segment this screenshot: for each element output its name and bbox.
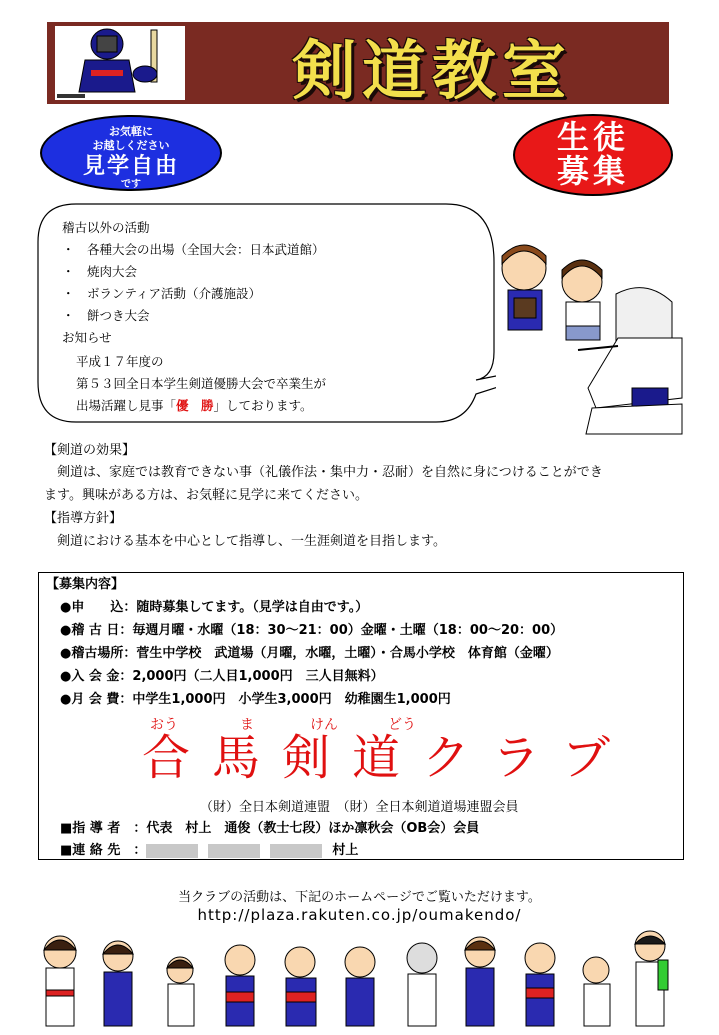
recruiting-badge [513,114,673,196]
notice-text: 」しております。 [213,398,313,413]
recruit-row: ●申 込：随時募集してます。（見学は自由です。） [60,600,369,615]
recruit-heading: 【募集内容】 [46,577,125,592]
activity-item: ・ 各種大会の出場（全国大会：日本武道館） [62,242,325,257]
visit-free-badge [40,115,222,191]
teacher-and-kids-illustration [496,238,684,438]
activity-item: ・ 餅つき大会 [62,308,150,323]
homepage-note: 当クラブの活動は、下記のホームページでご覧いただけます。 [178,890,541,905]
notice-line: 平成１７年度の [76,354,164,369]
notice-line: 第５３回全日本学生剣道優勝大会で卒業生が [76,376,327,391]
policy-heading: 【指導方針】 [44,511,123,526]
ruby-text: けん [310,717,338,733]
page-title: 剣道教室 [292,35,572,109]
club-name: 合馬剣道クラブ [142,730,633,786]
kids-lineup-illustration [30,930,690,1030]
redacted-block [146,844,198,858]
recruit-row: ●稽 古 日：毎週月曜・水曜（18：30～21：00）金曜・土曜（18：00～20：00） [60,623,564,638]
activity-item: ・ 焼肉大会 [62,264,138,279]
badge-main: 見学自由 [82,154,179,179]
notice-text: 出場活躍し見事「 [76,398,177,413]
badge-line: お越しください [92,139,170,152]
effect-heading: 【剣道の効果】 [44,443,136,458]
badge-line: 募集 [556,152,629,190]
contact-label: ■連 絡 先 ： [60,843,147,858]
ruby-text: おう [150,717,178,733]
victory-text: 優 勝 [176,398,214,413]
kendo-fighter-icon [55,26,185,100]
badge-line: です [121,179,141,190]
badge-line: 生徒 [556,118,629,156]
recruit-row: ●月 会 費：中学生1,000円 小学生3,000円 幼稚園生1,000円 [60,692,451,707]
ruby-text: ま [240,717,254,733]
policy-text: 剣道における基本を中心として指導し、一生涯剣道を目指します。 [44,534,446,549]
ruby-text: どう [388,717,416,733]
recruit-row: ●入 会 金：2,000円（二人目1,000円 三人目無料） [60,669,384,684]
contact-name: 村上 [332,843,359,858]
header-banner [47,22,669,109]
affiliation-text: （財）全日本剣道連盟 （財）全日本剣道道場連盟会員 [200,800,519,815]
activity-item: ・ ボランティア活動（介護施設） [62,286,262,301]
redacted-block [208,844,260,858]
recruit-row: ●稽古場所：菅生中学校 武道場（月曜，水曜，土曜）・合馬小学校 体育館（金曜） [60,646,559,661]
contact-row [60,842,358,860]
badge-line: お気軽に [109,125,153,138]
activities-heading: 稽古以外の活動 [62,220,150,235]
notice-line [76,398,313,414]
instructor-row: ■指 導 者 ：代表 村上 通俊（教士七段）ほか凛秋会（OB会）会員 [60,821,480,836]
redacted-block [270,844,322,858]
effect-text: ます。興味がある方は、お気軽に見学に来てください。 [44,488,368,503]
homepage-url[interactable]: http://plaza.rakuten.co.jp/oumakendo/ [197,906,522,924]
notice-heading: お知らせ [62,330,112,345]
effect-text: 剣道は、家庭では教育できない事（礼儀作法・集中力・忍耐）を自然に身につけることができ [44,465,603,480]
